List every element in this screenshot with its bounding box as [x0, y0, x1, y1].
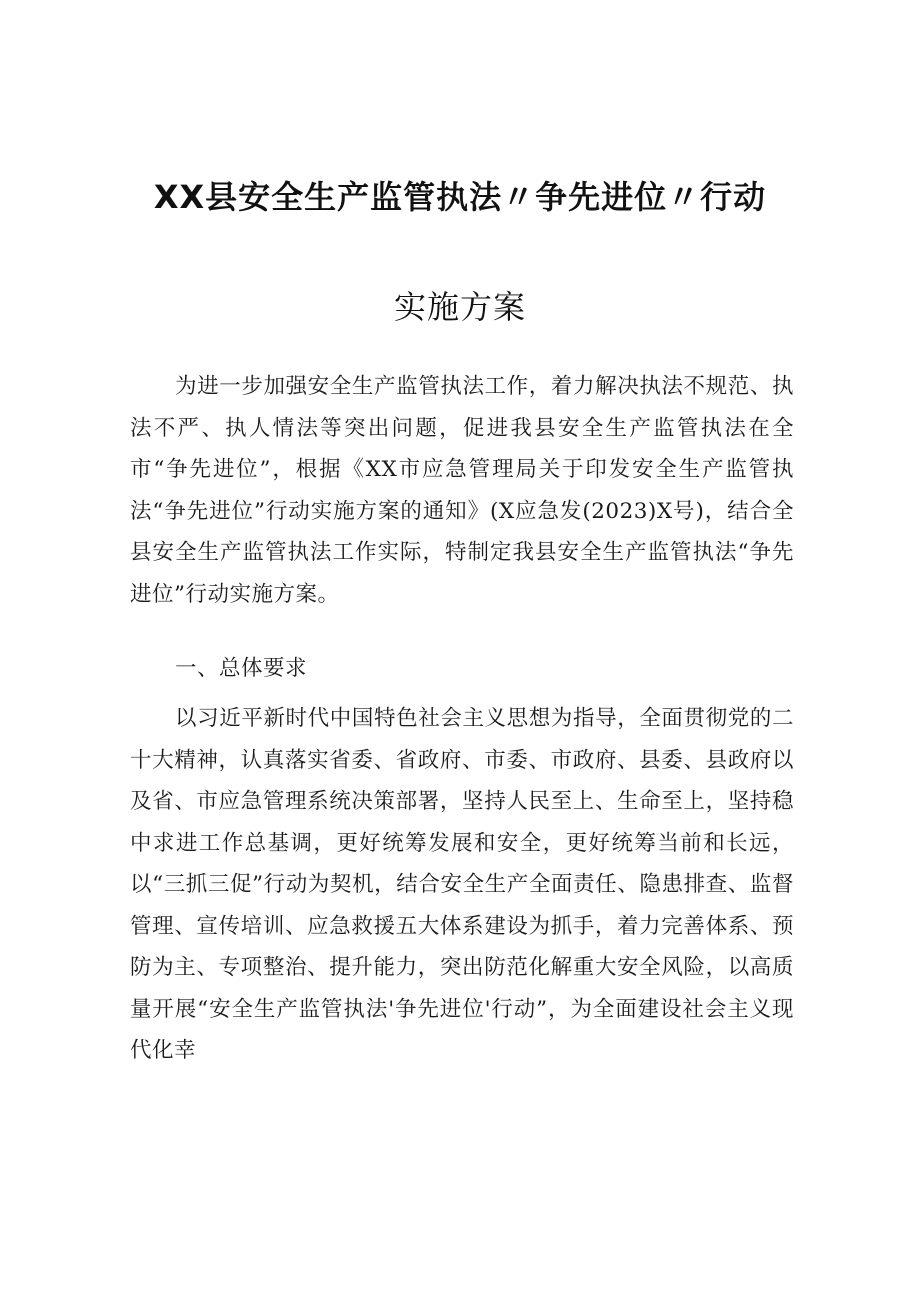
document-title-line-1: XX县安全生产监管执法〃争先进位〃行动: [153, 178, 767, 216]
general-requirements-paragraph: 以习近平新时代中国特色社会主义思想为指导，全面贯彻党的二十大精神，认真落实省委、省政府、市委、市政府、县委、县政府以及省、市应急管理系统决策部署，坚持人民至上、生命至上，坚持稳中求进工作总基调，更好统筹发展和安全，更好统筹当前和长远，以“三抓三促”行动为契机，结合安全生产全面责任、隐患排查、监督管理、宣传培训、应急救援五大体系建设为抓手，着力完善体系、预防为主、专项整治、提升能力，突出防范化解重大安全风险，以高质量开展“安全生产监管执法'争先进位'行动”，为全面建设社会主义现代化幸: [130, 706, 794, 1063]
document-title-line-2: 实施方案: [393, 288, 526, 326]
section-heading-general-requirements: 一、总体要求: [175, 656, 308, 681]
intro-paragraph: 为进一步加强安全生产监管执法工作，着力解决执法不规范、执法不严、执人情法等突出问题，促进我县安全生产监管执法在全市“争先进位”，根据《XX市应急管理局关于印发安全生产监管执法“争先进位”行动实施方案的通知》(X应急发(2023)X号)，结合全县安全生产监管执法工作实际，特制定我县安全生产监管执法“争先进位”行动实施方案。: [130, 374, 794, 607]
